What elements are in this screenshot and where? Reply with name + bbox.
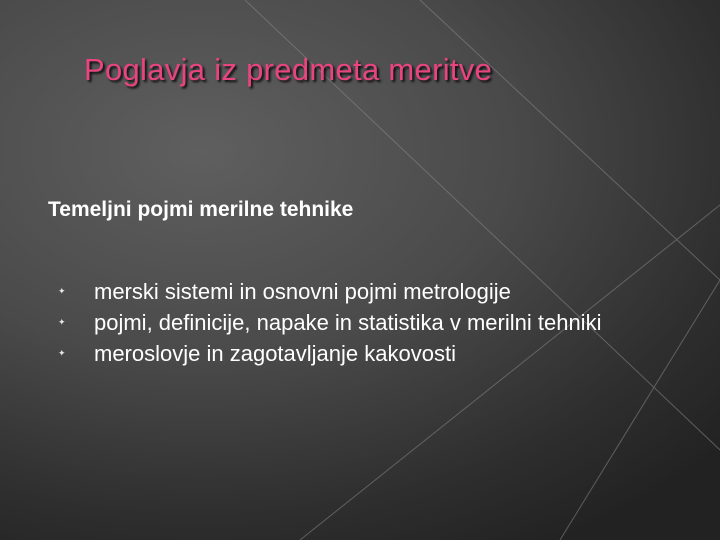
decor-line [300,205,720,540]
sparkle-bullet-icon: ✦ [58,317,66,327]
decor-line [420,0,720,280]
slide-title: Poglavja iz predmeta meritve [84,52,493,87]
bullet-text: meroslovje in zagotavljanje kakovosti [94,341,456,366]
bullet-list [58,276,688,369]
sparkle-bullet-icon: ✦ [58,348,66,358]
bullet-text: pojmi, definicije, napake in statistika v merilni tehniki [94,310,602,335]
list-item [58,276,688,307]
list-item [58,307,688,338]
list-item [58,338,688,369]
bullet-text: merski sistemi in osnovni pojmi metrologije [94,279,511,304]
sparkle-bullet-icon: ✦ [58,286,66,296]
slide-subtitle: Temeljni pojmi merilne tehnike [48,198,354,221]
